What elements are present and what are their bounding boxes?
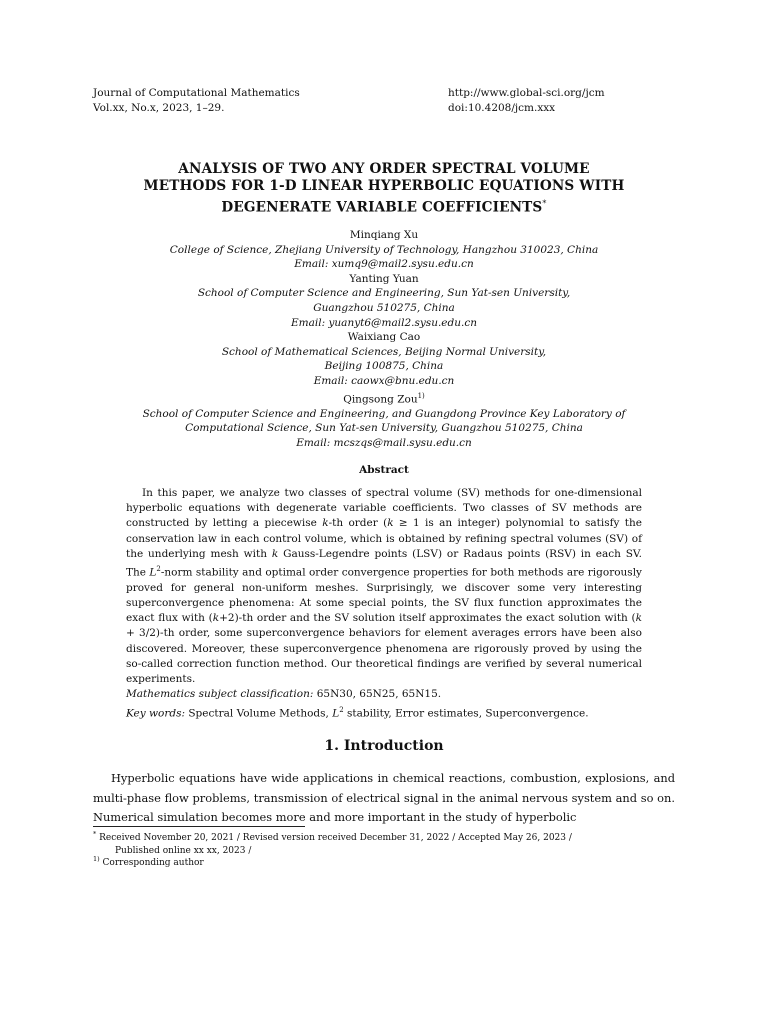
author-affiliation: School of Computer Science and Engineering, and Guangdong Province Key Laboratory of (142, 407, 626, 420)
abstract-heading: Abstract (359, 464, 409, 476)
author-affiliation: Beijing 100875, China (324, 360, 444, 373)
msc-classification: Mathematics subject classification: 65N30, 65N25, 65N15. (126, 688, 442, 700)
footnote-received: * Received November 20, 2021 / Revised version received December 31, 2022 / Accepted May 26, 2023 / Published online xx xx, 2023 / (93, 830, 572, 856)
title-line-2: METHODS FOR 1-D LINEAR HYPERBOLIC EQUATIONS WITH (143, 178, 625, 194)
title-footnote-mark[interactable]: * (542, 199, 547, 208)
abstract-text: In this paper, we analyze two classes of spectral volume (SV) methods for one-dimensional hyperbolic equations with degenerate variable coefficients. Two classes of SV methods are constructed by letting a piecewise k-th order (k ≥ 1 is an integer) polynomial to satisfy the conservation law in each control volume, which is obtained by refining spectral volumes (SV) of the underlying mesh with k Gauss-Legendre points (LSV) or Radaus points (RSV) in each SV. The $L^2$-norm stability and optimal order convergence properties for both methods are rigorously proved for general non-uniform meshes. Surprisingly, we discover some very interesting superconvergence phenomena: At some special points, the SV flux function approximates the exact flux with (k+2)-th order and the SV solution itself approximates the exact solution with (k + 3/2)-th order, some superconvergence behaviors for element averages errors have been also discovered. Moreover, these superconvergence phenomena are rigorously proved by using the so-called correction function method. Our theoretical findings are verified by several numerical experiments. (126, 487, 642, 685)
author-affiliation: Computational Science, Sun Yat-sen University, Guangzhou 510275, China (185, 422, 583, 435)
journal-volume: Vol.xx, No.x, 2023, 1–29. (93, 102, 225, 114)
journal-doi[interactable]: doi:10.4208/jcm.xxx (448, 102, 556, 114)
author-affiliation: School of Computer Science and Engineering, Sun Yat-sen University, (197, 287, 571, 300)
author-affiliation: Guangzhou 510275, China (313, 301, 455, 314)
author-name: Waixiang Cao (347, 331, 421, 344)
section-body-text: Hyperbolic equations have wide applications in chemical reactions, combustion, explosions, and multi-phase flow problems, transmission of electrical signal in the animal nervous system and so on. Numerical simulation becomes more and more important in the study of hyperbolic (93, 771, 675, 824)
author-email[interactable]: Email: yuanyt6@mail2.sysu.edu.cn (291, 316, 477, 329)
section-heading: 1. Introduction (324, 738, 444, 754)
footnote-divider (93, 826, 305, 827)
corresponding-author-mark[interactable]: 1) (417, 391, 425, 400)
author-name: Qingsong Zou$^{1)}$ (343, 391, 425, 406)
paper-title (80, 161, 688, 217)
journal-url[interactable]: http://www.global-sci.org/jcm (448, 87, 605, 99)
title-line-3: DEGENERATE VARIABLE COEFFICIENTS* (221, 199, 547, 216)
author-block (80, 228, 688, 450)
author-email[interactable]: Email: xumq9@mail2.sysu.edu.cn (294, 258, 474, 271)
author-name: Minqiang Xu (349, 229, 419, 241)
author-email[interactable]: Email: mcszqs@mail.sysu.edu.cn (296, 436, 472, 449)
author-email[interactable]: Email: caowx@bnu.edu.cn (313, 374, 455, 387)
journal-header (93, 86, 300, 116)
journal-links (448, 86, 605, 116)
footnote-corresponding: $^{1)}$ Corresponding author (93, 855, 204, 868)
author-affiliation: School of Mathematical Sciences, Beijing Normal University, (221, 345, 547, 358)
author-name: Yanting Yuan (349, 272, 419, 285)
title-line-1: ANALYSIS OF TWO ANY ORDER SPECTRAL VOLUME (178, 161, 590, 177)
journal-name: Journal of Computational Mathematics (93, 87, 300, 99)
author-affiliation: College of Science, Zhejiang University of Technology, Hangzhou 310023, China (169, 243, 599, 256)
keywords: Key words: Spectral Volume Methods, $L^2$ stability, Error estimates, Superconvergence. (126, 706, 589, 720)
